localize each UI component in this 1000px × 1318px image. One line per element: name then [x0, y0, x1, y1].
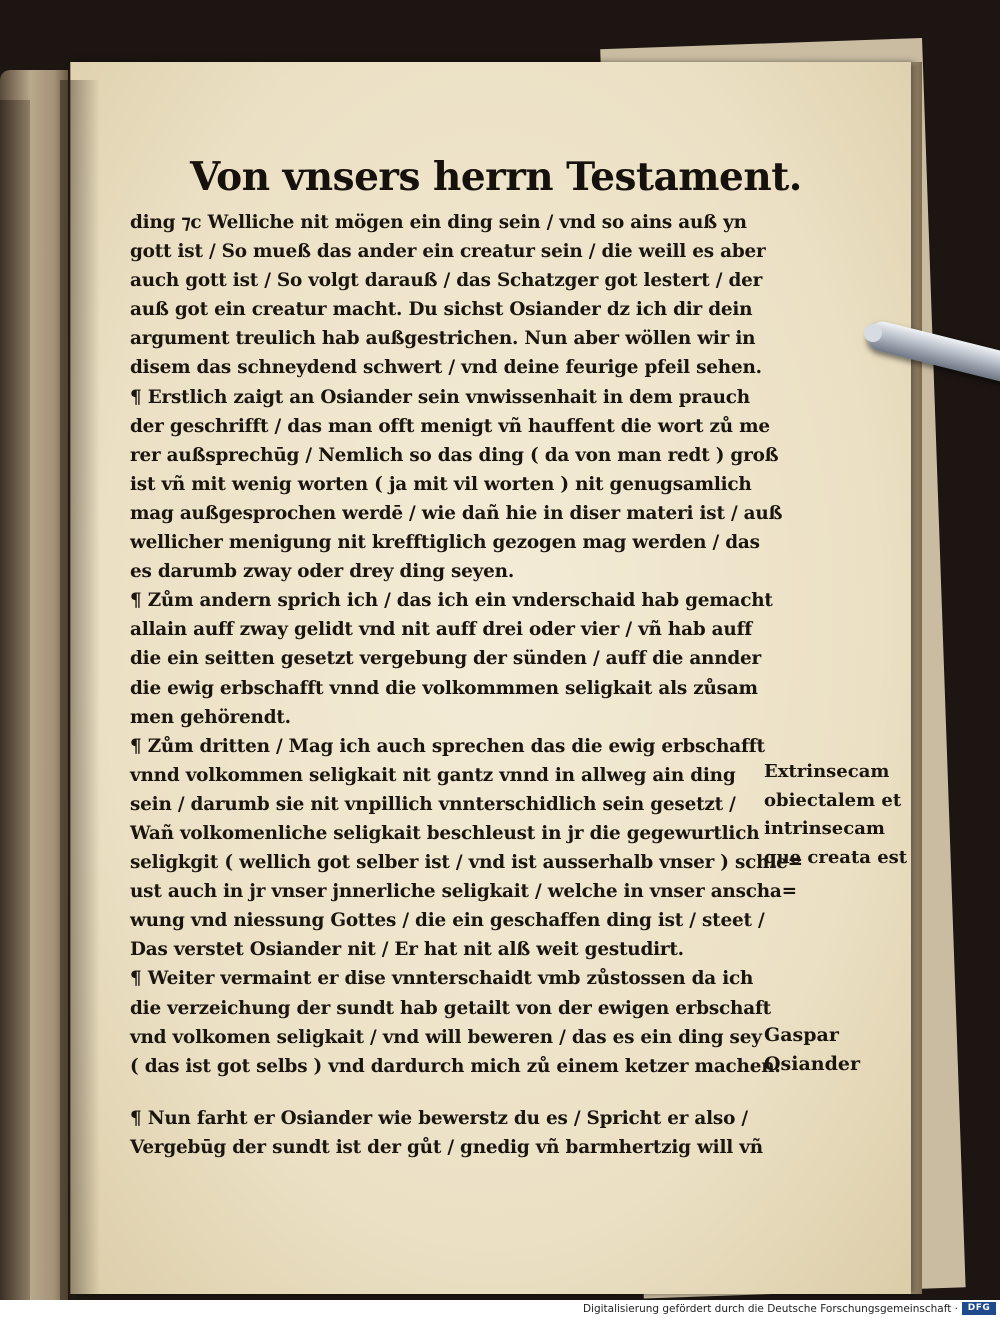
text-line: Das verstet Osiander nit / Er hat nit alß weit gestudirt.	[130, 939, 684, 961]
text-line: ¶ Zům dritten / Mag ich auch sprechen das die ewig erbschafft	[130, 735, 765, 757]
text-line: auß got ein creatur macht. Du sichst Osiander dz ich dir dein	[130, 299, 753, 321]
text-line: ¶ Zům andern sprich ich / das ich ein vnderschaid hab gemacht	[130, 590, 773, 612]
text-line: Vergebūg der sundt ist der gůt / gnedig vñ barmhertzig will vñ	[130, 1136, 763, 1158]
text-line: ¶ Erstlich zaigt an Osiander sein vnwissenhait in dem prauch	[130, 386, 750, 408]
left-page-edge	[0, 100, 30, 1300]
side-note-line: Osiander	[764, 1053, 860, 1076]
text-line: ¶ Nun farht er Osiander wie bewerstz du es / Spricht er also /	[130, 1107, 748, 1129]
side-note	[764, 1021, 904, 1079]
text-line: ding ⁊c Welliche nit mögen ein ding sein / vnd so ains auß yn	[130, 212, 747, 233]
text-line: Wañ volkomenliche seligkait beschleust in jr die gegewurtlich	[130, 822, 760, 844]
spine-shadow	[60, 80, 100, 1300]
text-line: argument treulich hab außgestrichen. Nun aber wöllen wir in	[130, 328, 756, 350]
text-line: es darumb zway oder drey ding seyen.	[130, 561, 515, 583]
text-line: ( das ist got selbs ) vnd dardurch mich zů einem ketzer machen.	[130, 1055, 781, 1077]
text-line: vnnd volkommen seligkait nit gantz vnnd in allweg ain ding	[130, 764, 736, 786]
pointer-pen-tip	[864, 324, 882, 342]
dfg-logo: DFG	[962, 1302, 996, 1315]
text-line: ust auch in jr vnser jnnerliche seligkait / welche in vnser anscha=	[130, 881, 797, 903]
marginal-note	[764, 758, 908, 872]
text-line: wung vnd niessung Gottes / die ein geschaffen ding ist / steet /	[130, 910, 765, 932]
text-line: gott ist / So mueß das ander ein creatur sein / die weill es aber	[130, 241, 766, 263]
text-line: auch gott ist / So volgt darauß / das Schatzger got lestert / der	[130, 270, 763, 292]
marginal-note-line: obiectalem et	[764, 789, 902, 811]
text-line: vnd volkomen seligkait / vnd will beweren / das es ein ding sey	[130, 1026, 762, 1048]
footer-credit: Digitalisierung gefördert durch die Deutsche Forschungsgemeinschaft ·	[582, 1303, 958, 1315]
marginal-note-line: Extrinsecam	[764, 761, 890, 782]
running-head: Von vnsers herrn Testament.	[190, 154, 802, 200]
text-line: die verzeichung der sundt hab getailt von der ewigen erbschaft	[130, 997, 771, 1019]
text-line: die ewig erbschafft vnnd die volkommmen seligkait als zůsam	[130, 677, 758, 699]
text-line: sein / darumb sie nit vnpillich vnnterschidlich sein gesetzt /	[130, 793, 736, 815]
text-line: disem das schneydend schwert / vnd deine feurige pfeil sehen.	[130, 357, 762, 379]
side-note-line: Gaspar	[764, 1024, 839, 1046]
text-line: die ein seitten gesetzt vergebung der sünden / auff die annder	[130, 648, 762, 670]
text-line: der geschrifft / das man offt menigt vñ hauffent die wort zů me	[130, 415, 770, 437]
marginal-note-line: intrinsecam	[764, 818, 885, 839]
text-line: allain auff zway gelidt vnd nit auff drei oder vier / vñ hab auff	[130, 619, 752, 641]
text-line: wellicher menigung nit krefftiglich gezogen mag werden / das	[130, 532, 760, 554]
text-line: rer außsprechūg / Nemlich so das ding ( da von man redt ) groß	[130, 444, 779, 466]
text-line: ¶ Weiter vermaint er dise vnnterschaidt vmb zůstossen da ich	[130, 968, 754, 990]
text-line: seligkgit ( wellich got selber ist / vnd ist ausserhalb vnser ) schle=	[130, 852, 803, 874]
text-line: men gehörendt.	[130, 706, 291, 728]
text-line: ist vñ mit wenig worten ( ja mit vil worten ) nit genugsamlich	[130, 473, 752, 495]
marginal-note-line: que creata est	[764, 846, 908, 868]
text-line: mag außgesprochen werdē / wie dañ hie in diser materi ist / auß	[130, 502, 783, 524]
